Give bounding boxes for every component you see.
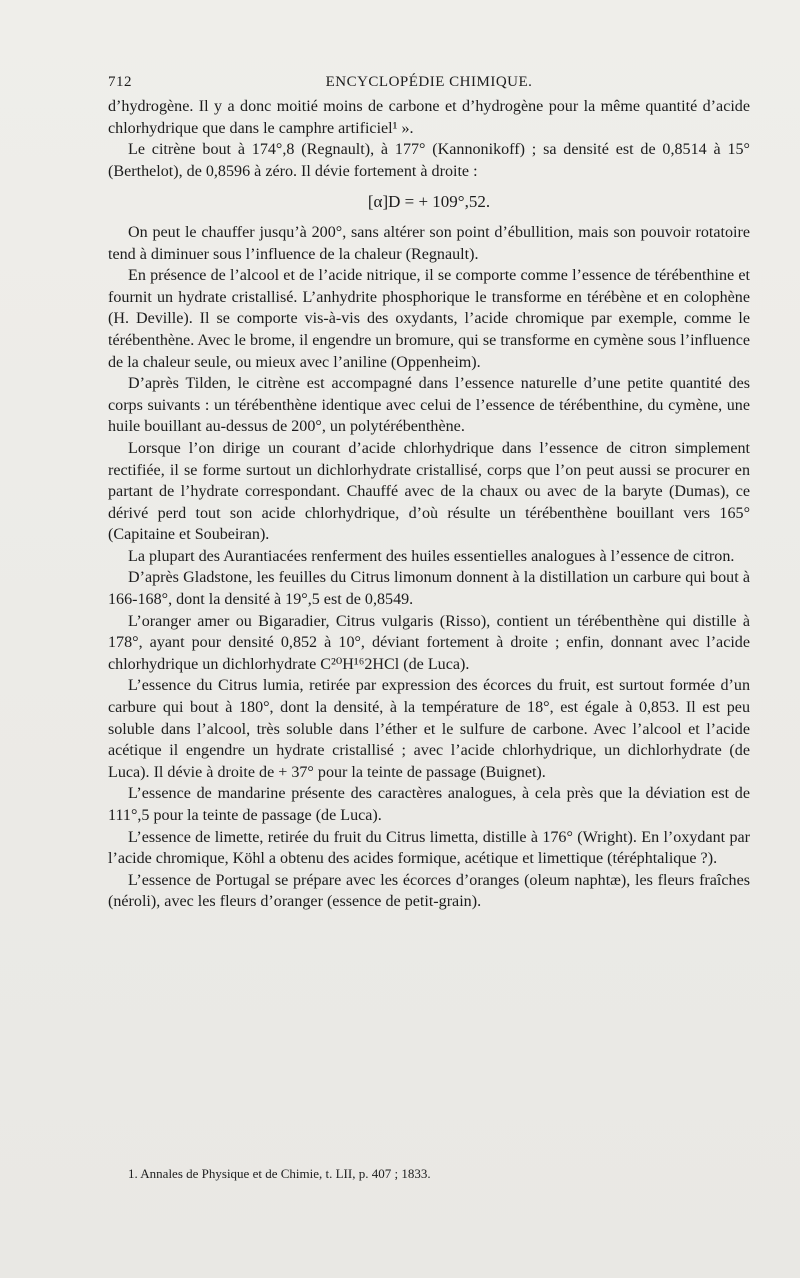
paragraph: On peut le chauffer jusqu’à 200°, sans altérer son point d’ébullition, mais son pouvoir rotatoire tend à diminuer sous l’influence de la chaleur (Regnault). [108, 223, 750, 263]
page-number: 712 [108, 74, 132, 90]
footnote: 1. Annales de Physique et de Chimie, t. LII, p. 407 ; 1833. [128, 1166, 431, 1181]
paragraph: Lorsque l’on dirige un courant d’acide chlorhydrique dans l’essence de citron simplement rectifiée, il se forme surtout un dichlorhydrate cristallisé, corps que l’on peut aussi se procurer en partant de l’hydrate correspondant. Chauffé avec de la chaux ou avec de la baryte (Dumas), ce dérivé perd tout son acide chlorhydrique, d’où résulte un térébenthène bouillant vers 165° (Capitaine et Soubeiran). [108, 439, 750, 544]
paragraph: d’hydrogène. Il y a donc moitié moins de carbone et d’hydrogène pour la même quantité d’acide chlorhydrique que dans le camphre artificiel¹ ». [108, 98, 750, 137]
paragraph: La plupart des Aurantiacées renferment des huiles essentielles analogues à l’essence de citron. [128, 547, 735, 565]
paragraph: D’après Tilden, le citrène est accompagné dans l’essence naturelle d’une petite quantité des corps suivants : un térébenthène identique avec celui de l’essence de térébenthine, du cymène, une huile bouillant au-dessus de 200°, un polytérébenthène. [108, 375, 750, 436]
paragraph: L’essence de limette, retirée du fruit du Citrus limetta, distille à 176° (Wright). En l’oxydant par l’acide chromique, Köhl a obtenu des acides formique, acétique et limettique (téréphtalique ?). [108, 828, 750, 868]
paragraph: Le citrène bout à 174°,8 (Regnault), à 177° (Kannonikoff) ; sa densité est de 0,8514 à 15° (Berthelot), de 0,8596 à zéro. Il dévie fortement à droite : [108, 141, 750, 180]
paragraph: L’essence du Citrus lumia, retirée par expression des écorces du fruit, est surtout formée d’un carbure qui bout à 180°, dont la densité, à la température de 18°, est égale à 0,853. Il est peu soluble dans l’alcool, très soluble dans l’éther et le sulfure de carbone. Avec l’alcool et l’acide acétique il engendre un hydrate cristallisé ; avec l’acide chlorhydrique, un dichlorhydrate (de Luca). Il dévie à droite de + 37° pour la teinte de passage (Buignet). [108, 677, 750, 781]
running-title: ENCYCLOPÉDIE CHIMIQUE. [325, 74, 533, 90]
paragraph: En présence de l’alcool et de l’acide nitrique, il se comporte comme l’essence de térébenthine et fournit un hydrate cristallisé. L’anhydrite phosphorique le transforme en térébène et en colophène (H. Deville). Il se comporte vis-à-vis des oxydants, l’acide chromique par exemple, comme le térébenthène. Avec le brome, il engendre un bromure, qui se transforme en cymène sous l’influence de la chaleur seule, ou mieux avec l’aniline (Oppenheim). [108, 267, 750, 371]
running-head [108, 74, 750, 96]
formula: [α]D = + 109°,52. [367, 192, 491, 212]
paragraph: L’essence de mandarine présente des caractères analogues, à cela près que la déviation est de 111°,5 pour la teinte de passage (de Luca). [108, 785, 750, 824]
paragraph: D’après Gladstone, les feuilles du Citrus limonum donnent à la distillation un carbure qui bout à 166-168°, dont la densité à 19°,5 est de 0,8549. [108, 569, 750, 609]
paragraph: L’oranger amer ou Bigaradier, Citrus vulgaris (Risso), contient un térébenthène qui distille à 178°, ayant pour densité 0,852 à 10°, déviant fortement à droite ; enfin, donnant avec l’acide chlorhydrique un dichlorhydrate C²⁰H¹⁶2HCl (de Luca). [108, 612, 750, 673]
paragraph: L’essence de Portugal se prépare avec les écorces d’oranges (oleum naphtæ), les fleurs fraîches (néroli), avec les fleurs d’oranger (essence de petit-grain). [108, 871, 750, 911]
body-text [108, 96, 750, 913]
